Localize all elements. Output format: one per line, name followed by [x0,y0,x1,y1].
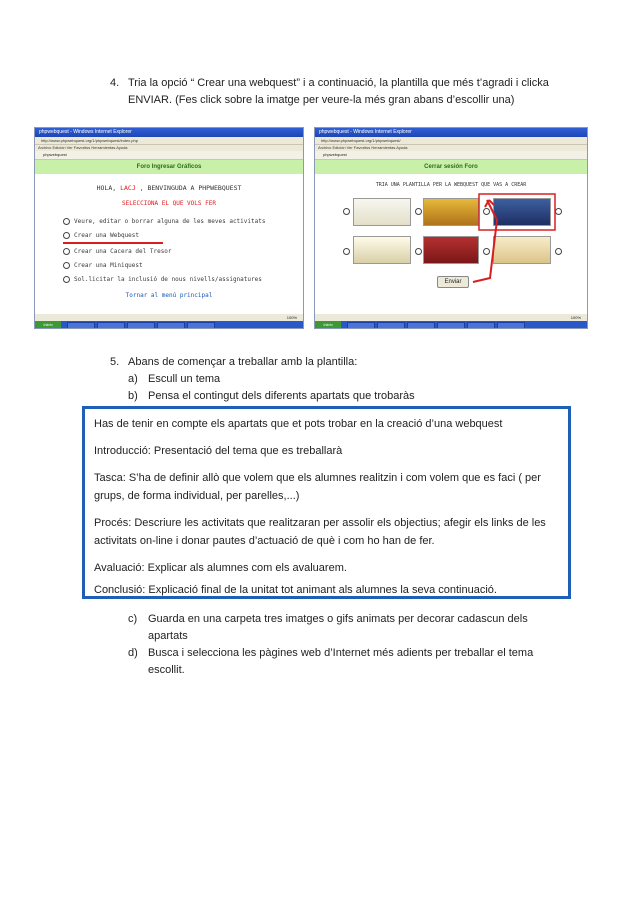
step-c-label: c) [128,613,138,625]
menu-bar: Archivo Edición Ver Favoritos Herramientas Ayuda [35,145,303,151]
option-label: Sol.licitar la inclusió de nous nivells/assignatures [74,276,262,283]
radio-icon[interactable] [63,248,70,255]
step-5 [110,354,550,371]
box-tasca-1: Tasca: S’ha de definir allò que volem que els alumnes realitzin i com volem que es faci ( per [94,472,541,484]
taskbar-item[interactable] [347,322,375,329]
step-c-line-1: Guarda en una carpeta tres imatges o gifs animats per decorar cadascun dels [148,613,528,625]
step-c [128,611,548,642]
zoom-level: 100% [286,315,297,320]
sections-box [82,406,571,599]
step-d-line-1: Busca i selecciona les pàgines web d’Internet més adients per treballar el tema [148,647,534,659]
option-label: Crear una Cacera del Tresor [74,248,172,255]
browser-tab: phpwebquest [315,151,587,160]
taskbar-item[interactable] [187,322,215,329]
zoom-level: 100% [570,315,581,320]
box-proces-2: activitats on-line i donar pautes d’actuació de què i com ho han de fer. [94,535,435,547]
step-5-b [128,388,415,405]
screenshots-row [34,127,588,327]
screenshot-left[interactable] [34,127,304,329]
taskbar-item[interactable] [127,322,155,329]
page-content [35,160,303,314]
step-5-a-text: Escull un tema [148,373,221,385]
return-link[interactable]: Tornar al menú principal [125,292,213,299]
template-heading: TRIA UNA PLANTILLA PER LA WEBQUEST QUE VAS A CREAR [375,182,527,188]
taskbar-item[interactable] [497,322,525,329]
step-4 [110,75,570,109]
step-5-b-label: b) [128,390,138,402]
option-4[interactable] [63,262,143,269]
step-5-a [128,371,221,388]
option-2[interactable] [63,232,139,239]
submit-button[interactable]: Enviar [437,276,469,288]
address-bar: http://www.phpwebquest.org/1/phpwebquest/index.php [35,137,303,145]
box-conclusio: Conclusió: Explicació final de la unitat tot animant als alumnes la seva continuació. [94,584,497,596]
step-5-text: Abans de començar a treballar amb la plantilla: [128,356,358,368]
step-5-b-text: Pensa el contingut dels diferents apartats que trobaràs [148,390,415,402]
address-bar: http://www.phpwebquest.org/1/phpwebquest/ [315,137,587,145]
page-content [315,160,587,314]
step-4-line-2: ENVIAR. (Fes click sobre la imatge per veure-la més gran abans d’escollir una) [128,94,515,106]
step-4-number: 4. [110,77,120,89]
box-avaluacio: Avaluació: Explicar als alumnes com els avaluarem. [94,562,347,574]
greeting-suffix: , BENVINGUDA A PHPWEBQUEST [135,184,242,192]
taskbar-item[interactable] [467,322,495,329]
option-3[interactable] [63,248,172,255]
radio-icon[interactable] [63,276,70,283]
option-label: Crear una Miniquest [74,262,143,269]
screenshot-right[interactable] [314,127,588,329]
step-5-a-label: a) [128,373,138,385]
nav-links: Foro Ingresar Gráficos [136,164,202,170]
greeting-name: LACJ [120,184,136,192]
window-titlebar: phpwebquest - Windows Internet Explorer [315,128,587,137]
step-5-number: 5. [110,356,120,368]
option-label: Crear una Webquest [74,232,140,239]
box-introduccio: Introducció: Presentació del tema que es treballarà [94,445,343,457]
greeting [35,184,303,192]
taskbar-item[interactable] [407,322,435,329]
step-d-line-2: escollit. [148,664,185,676]
option-label: Veure, editar o borrar alguna de les meves activitats [74,218,266,225]
nav-links: Cerrar sesión Foro [424,164,478,170]
taskbar-item[interactable] [97,322,125,329]
step-c-line-2: apartats [148,630,188,642]
taskbar-item[interactable] [67,322,95,329]
status-bar [35,314,303,321]
taskbar-item[interactable] [157,322,185,329]
highlight-arrow-icon [315,160,587,320]
window-titlebar: phpwebquest - Windows Internet Explorer [35,128,303,137]
radio-icon[interactable] [63,218,70,225]
taskbar-item[interactable] [377,322,405,329]
radio-icon[interactable] [63,262,70,269]
status-bar [315,314,587,321]
option-5[interactable] [63,276,262,283]
radio-icon[interactable] [63,232,70,239]
browser-tab: phpwebquest [35,151,303,160]
start-button[interactable]: Inicio [35,321,61,328]
red-underline [63,242,163,244]
taskbar-item[interactable] [437,322,465,329]
step-d-label: d) [128,647,138,659]
greeting-prefix: HOLA, [96,184,121,192]
taskbar [35,321,303,328]
nav-band [35,160,303,174]
start-button[interactable]: Inicio [315,321,341,328]
taskbar [315,321,587,328]
box-proces-1: Procés: Descriure les activitats que realitzaran per assolir els objectius; afegir els links de les [94,517,546,529]
step-4-line-1: Tria la opció “ Crear una webquest” i a continuació, la plantilla que més t’agradi i clicka [128,77,549,89]
box-intro: Has de tenir en compte els apartats que et pots trobar en la creació d’una webquest [94,418,503,430]
menu-bar: Archivo Edición Ver Favoritos Herramientas Ayuda [315,145,587,151]
option-1[interactable] [63,218,265,225]
box-tasca-2: grups, de forma individual, per parelles,...) [94,490,300,502]
step-d [128,645,548,676]
select-prompt: SELECCIONA EL QUE VOLS FER [122,200,216,207]
